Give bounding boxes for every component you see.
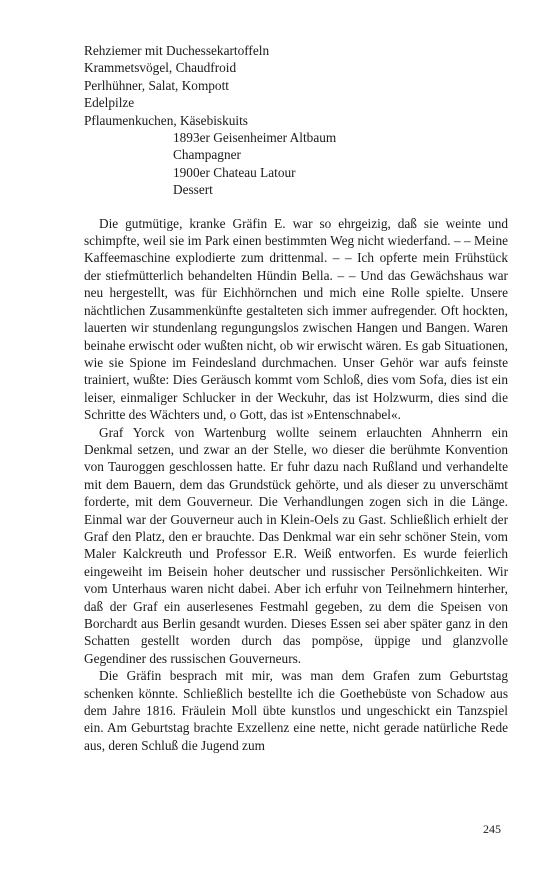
menu-dish: Perlhühner, Salat, Kompott [84,77,229,93]
menu-dish: Edelpilze [84,95,135,111]
menu-wine: Champagner [173,147,241,163]
paragraph: Graf Yorck von Wartenburg wollte seinem erlauchten Ahnherrn ein Denkmal setzen, und zwar an der Stelle, wo dieser die berühmte Konvention von Tauroggen geschlossen hatte. Er fuhr dazu nach Rußland und verhandelte mit dem Bauern, dem das Grundstück gehörte, und als dieser zu unverschämt forderte, mit dem Gouverneur. Die Verhandlungen zogen sich in die Länge. Einmal war der Gouverneur auch in Klein-Oels zu Gast. Schließlich erhielt der Graf den Platz, den er brauchte. Das Denkmal war ein sehr schöner Stein, vom Maler Kalckreuth und Professor E.R. Weiß entworfen. Es wurde feierlich eingeweiht im Beisein hoher deutscher und russischer Persönlichkeiten. Wir vom Unterhaus waren nicht dabei. Aber ich erfuhr von Teilnehmern hinterher, daß der Graf ein auserlesenes Festmahl gegeben, zu dem die Speisen von Borchardt aus Berlin gesandt wurden. Dieses Essen sei aber später ganz in den Schatten gestellt worden durch das pompöse, üppige und glanzvolle Gegendiner des russischen Gouverneurs. [84,424,508,666]
menu-wine: 1900er Chateau Latour [173,164,296,180]
menu-dish: Rehziemer mit Duchessekartoffeln [84,43,270,58]
book-page [84,42,508,754]
menu-wine: Dessert [173,182,213,198]
body-text [84,215,508,755]
menu-dish: Krammetsvögel, Chaudfroid [84,60,237,76]
paragraph: Die Gräfin besprach mit mir, was man dem Grafen zum Geburtstag schenken könnte. Schließlich bestellte ich die Goethebüste von Schadow aus dem Jahre 1816. Fräulein Moll übte kunstlos und ungeschickt ein Tanzspiel ein. Am Geburtstag brachte Exzellenz eine nette, nicht gerade natürliche Rede aus, deren Schluß die Jugend zum [84,668,508,753]
menu-dish: Pflaumenkuchen, Käsebiskuits [84,112,248,128]
paragraph: Die gutmütige, kranke Gräfin E. war so ehrgeizig, daß sie weinte und schimpfte, weil sie im Park einen bestimmten Weg nicht wiederfand. – – Meine Kaffeemaschine explodierte zum drittenmal. – – Ich opferte mein Frühstück der stiefmütterlich behandelten Hündin Bella. – – Und das Gewächshaus war neu hergestellt, was für Eichhörnchen und mich eine Rolle spielte. Unsere nächtlichen Zusammenkünfte gestalteten sich immer aufregender. Oft hockten, lauerten wir stundenlang regungungslos zwischen Hangen und Bangen. Waren beinahe erwischt oder wußten nicht, ob wir erwischt wären. Es gab Situationen, wie sie Spione im Feindesland durchmachen. Unser Gehör war aufs feinste trainiert, wußte: Dies Geräusch kommt vom Schloß, dies vom Sofa, dies ist ein leiser, einmaliger Schlucker in der Weckuhr, das ist Holzwurm, dies sind die Schritte des Wächters und, o Gott, das ist »Entenschnabel«. [84,215,508,423]
page-number: 245 [483,822,501,836]
menu-list [84,42,508,199]
menu-wine: 1893er Geisenheimer Altbaum [173,130,337,146]
